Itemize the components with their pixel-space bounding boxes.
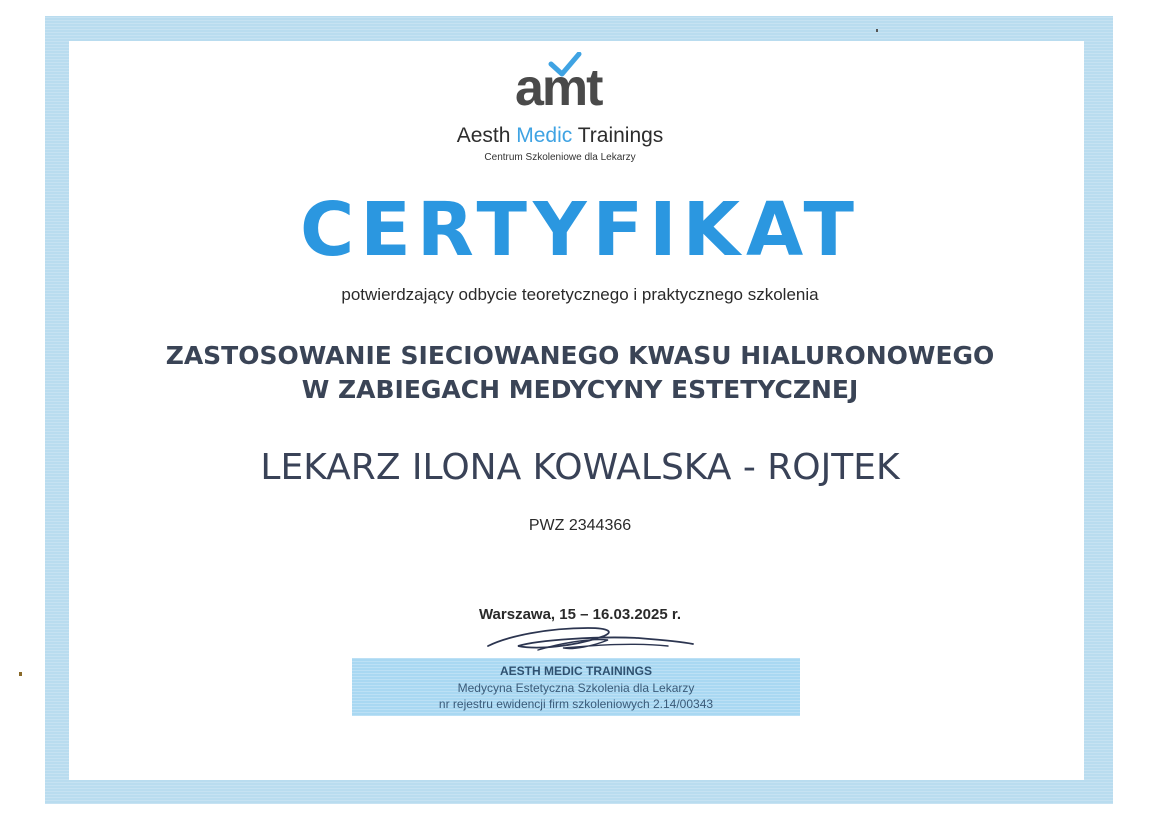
scan-speck (876, 29, 878, 32)
stamp-company-name: AESTH MEDIC TRAININGS (499, 664, 652, 678)
pwz-number: PWZ 2344366 (528, 517, 632, 534)
course-title-line2: W ZABIEGACH MEDYCYNY ESTETYCZNEJ (301, 375, 859, 404)
stamp-description: Medycyna Estetyczna Szkolenia dla Lekarzy (457, 681, 695, 695)
logo-subtitle: Centrum Szkoleniowe dla Lekarzy (484, 152, 636, 163)
certificate-subtitle: potwierdzający odbycie teoretycznego i praktycznego szkolenia (341, 285, 819, 304)
logo-name-part2: Medic (516, 124, 573, 147)
certificate-title: CERTYFIKAT (299, 187, 860, 273)
logo-name-part3: Trainings (572, 124, 664, 147)
handwritten-signature (478, 616, 698, 664)
stamp-registry-number: nr rejestru ewidencji firm szkoleniowych 2.14/00343 (438, 697, 714, 711)
scan-speck (19, 672, 22, 676)
logo-name-part1: Aesth (456, 124, 517, 147)
recipient-name: LEKARZ ILONA KOWALSKA - ROJTEK (260, 447, 900, 488)
course-title (0, 339, 1160, 407)
logo-name (0, 124, 1120, 148)
logo-letters: amt (515, 59, 602, 117)
company-stamp (352, 658, 800, 716)
course-title-line1: ZASTOSOWANIE SIECIOWANEGO KWASU HIALURONOWEGO (165, 341, 995, 370)
place-date: Warszawa, 15 – 16.03.2025 r. (478, 606, 682, 623)
